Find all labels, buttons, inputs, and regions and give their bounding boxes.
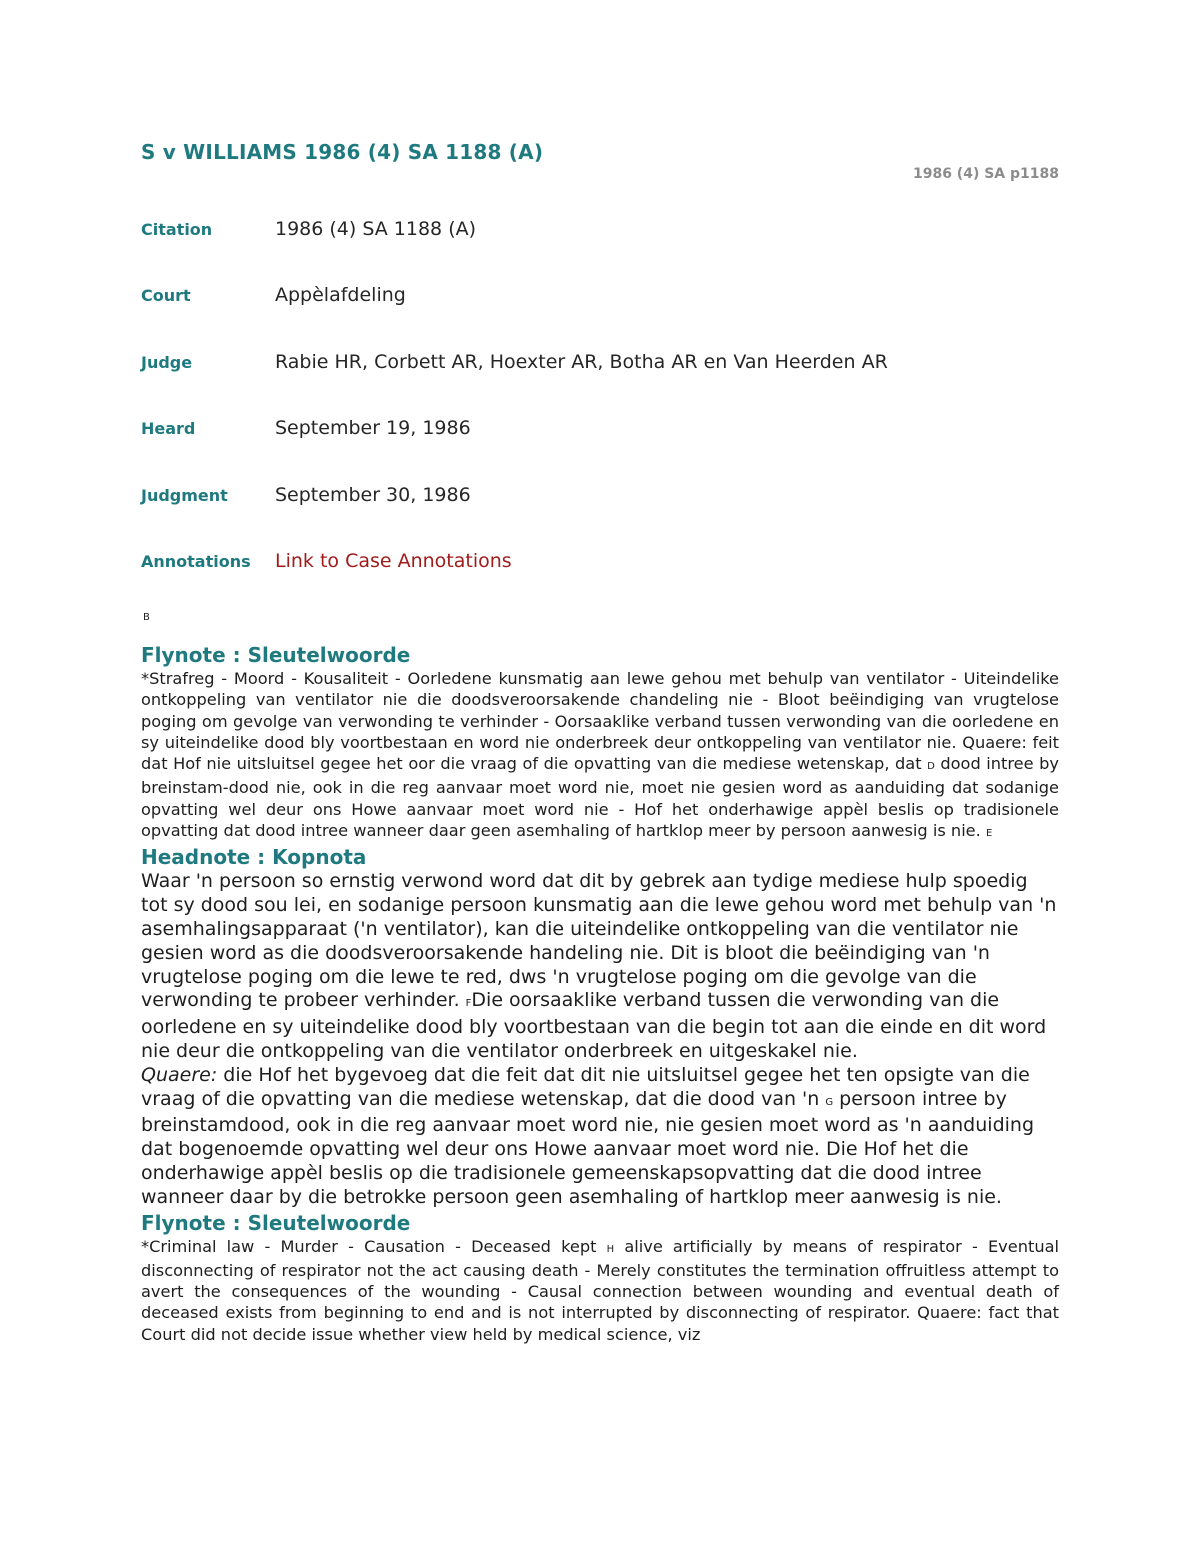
judge-value: Rabie HR, Corbett AR, Hoexter AR, Botha AR en Van Heerden AR	[275, 350, 888, 373]
margin-letter-f: F	[465, 998, 472, 1010]
headnote-heading: Headnote : Kopnota	[141, 845, 367, 870]
judgment-value: September 30, 1986	[275, 483, 471, 506]
meta-row-citation	[141, 218, 1059, 284]
judge-label: Judge	[141, 352, 193, 372]
page-reference: 1986 (4) SA p1188	[912, 166, 1059, 182]
flynote-afrikaans-heading: Flynote : Sleutelwoorde	[141, 643, 411, 667]
case-annotations-link[interactable]: Link to Case Annotations	[275, 549, 512, 572]
margin-letter-g: G	[825, 1096, 834, 1108]
annotations-label: Annotations	[141, 551, 251, 571]
meta-row-heard	[141, 417, 1059, 483]
headnote-paragraph-2	[141, 1064, 1059, 1210]
court-value: Appèlafdeling	[275, 284, 406, 307]
meta-row-court	[141, 284, 1059, 350]
flynote-english-text-part2: alive artificially by means of respirator - Eventual disconnecting of respirator not the act causing death - Merely constitutes the termination offruitless attempt to avert the consequences of the wounding - Causal connection between wounding and eventual death of deceased exists from beginning to end and is not interrupted by disconnecting of respirator. Quaere: fact that Court did not decide issue whether view held by medical science, viz	[141, 1236, 1059, 1344]
headnote-paragraph-2-part2: persoon intree by breinstamdood, ook in die reg aanvaar moet word nie, nie gesien moet word as 'n aanduiding dat bogenoemde opvatting wel deur ons Howe aanvaar moet word nie. Die Hof het die onderhawige appèl beslis op die tradisionele gemeenskapsopvatting dat die dood intree wanneer daar by die betrokke persoon geen asemhaling of hartklop meer aanwesig is nie.	[141, 1087, 1035, 1208]
court-label: Court	[141, 286, 191, 306]
meta-row-judge	[141, 351, 1059, 417]
citation-value: 1986 (4) SA 1188 (A)	[275, 218, 477, 240]
margin-letter-e: E	[985, 828, 993, 840]
case-metadata	[141, 218, 1059, 616]
judgment-label: Judgment	[141, 485, 228, 505]
flynote-afrikaans-text	[141, 668, 1059, 844]
heard-label: Heard	[141, 419, 196, 439]
margin-letter-b: B	[143, 612, 150, 623]
margin-letter-d: D	[927, 761, 935, 773]
flynote-english-text-part1: *Criminal law - Murder - Causation - Deceased kept	[141, 1236, 607, 1256]
heard-value: September 19, 1986	[275, 417, 471, 440]
annotations-value	[275, 550, 512, 572]
citation-label: Citation	[141, 220, 213, 239]
meta-row-annotations	[141, 550, 1059, 616]
case-title: S v WILLIAMS 1986 (4) SA 1188 (A)	[141, 140, 544, 164]
headnote-paragraph-1-part2: Die oorsaaklike verband tussen die verwonding van die oorledene en sy uiteindelike dood bly voortbestaan van die begin tot aan die einde en dit word nie deur die ontkoppeling van die ventilator onderbreek en uitgeskakel nie.	[141, 989, 1047, 1062]
headnote-paragraph-2-part1: die Hof het bygevoeg dat die feit dat dit nie uitsluitsel gegee het ten opsigte van die vraag of die opvatting van die mediese wetenskap, dat die dood van 'n	[141, 1063, 1030, 1110]
case-body	[141, 642, 1059, 1345]
meta-row-judgment	[141, 484, 1059, 550]
flynote-afrikaans-text-part2: dood intree by breinstam-dood nie, ook in die reg aanvaar moet word nie, moet nie gesien word as aanduiding dat sodanige opvatting wel deur ons Howe aanvaar moet word nie - Hof het onderhawige appèl beslis op tradisionele opvatting dat dood intree wanneer daar geen asemhaling of hartklop meer by persoon aanwesig is nie.	[141, 754, 1059, 841]
flynote-english-text	[141, 1236, 1059, 1345]
flynote-english-heading: Flynote : Sleutelwoorde	[141, 1210, 411, 1235]
margin-letter-h: H	[606, 1243, 615, 1255]
headnote-paragraph-1	[141, 870, 1059, 1063]
quaere-label: Quaere:	[141, 1063, 218, 1086]
headnote-paragraph-1-part1: Waar 'n persoon so ernstig verwond word dat dit by gebrek aan tydige mediese hulp spoedig tot sy dood sou lei, en sodanige persoon kunsmatig aan die lewe gehou word met behulp van 'n asemhalingsapparaat ('n ventilator), kan die uiteindelike ontkoppeling van die ventilator nie gesien word as die doodsveroorsakende handeling nie. Dit is bloot die beëindiging van 'n vrugtelose poging om die lewe te red, dws 'n vrugtelose poging om die gevolge van die verwonding te probeer verhinder.	[141, 870, 1057, 1012]
flynote-afrikaans-text-part1: *Strafreg - Moord - Kousaliteit - Oorledene kunsmatig aan lewe gehou met behulp van ventilator - Uiteindelike ontkoppeling van ventilator nie die doodsveroorsakende chandeling nie - Bloot beëindiging van vrugtelose poging om gevolge van verwonding te verhinder - Oorsaaklike verband tussen verwonding van die oorledene en sy uiteindelike dood bly voortbestaan en word nie onderbreek deur ontkoppeling van ventilator nie. Quaere: feit dat Hof nie uitsluitsel gegee het oor die vraag of die opvatting van die mediese wetenskap, dat	[141, 669, 1059, 774]
